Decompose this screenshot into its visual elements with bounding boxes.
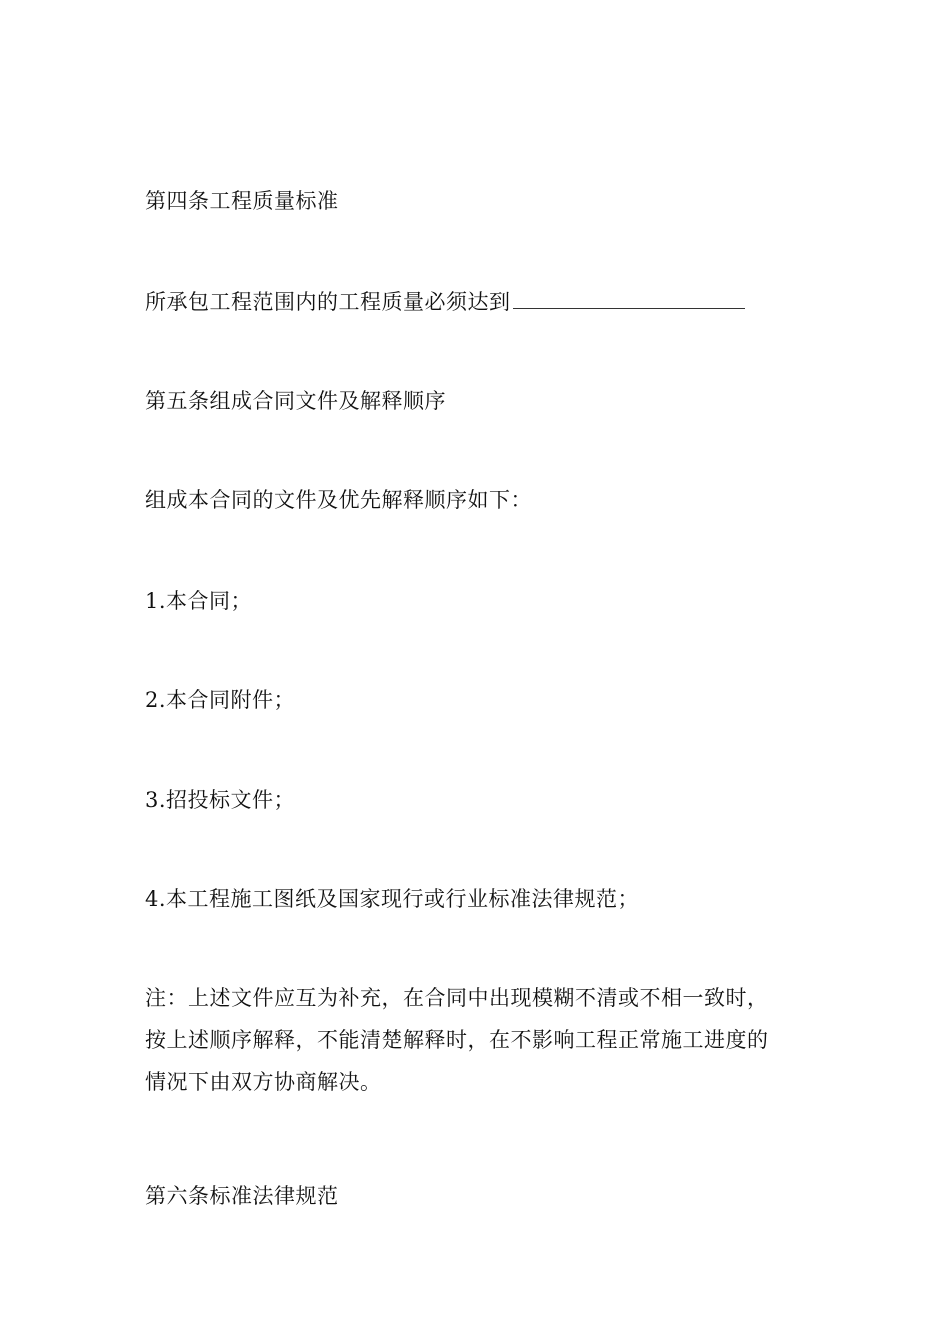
note-line: 情况下由双方协商解决。: [145, 1070, 382, 1094]
list-item: 2.本合同附件；: [145, 688, 296, 712]
article-4-heading: 第四条工程质量标准: [145, 189, 339, 213]
note-line: 注：上述文件应互为补充，在合同中出现模糊不清或不相一致时，: [145, 986, 769, 1010]
note-paragraph: [145, 984, 825, 1110]
list-item: 4.本工程施工图纸及国家现行或行业标准法律规范；: [145, 887, 640, 911]
article-5-heading: 第五条组成合同文件及解释顺序: [145, 389, 446, 413]
article-4-body-text: 所承包工程范围内的工程质量必须达到: [145, 290, 511, 314]
article-6-heading: 第六条标准法律规范: [145, 1184, 339, 1208]
note-line: 按上述顺序解释，不能清楚解释时，在不影响工程正常施工进度的: [145, 1028, 769, 1052]
list-item: 3.招投标文件；: [145, 788, 296, 812]
article-4-body: [145, 288, 745, 316]
article-5-intro: 组成本合同的文件及优先解释顺序如下：: [145, 488, 532, 512]
fill-in-blank-line: [513, 290, 745, 309]
list-item: 1.本合同；: [145, 589, 253, 613]
